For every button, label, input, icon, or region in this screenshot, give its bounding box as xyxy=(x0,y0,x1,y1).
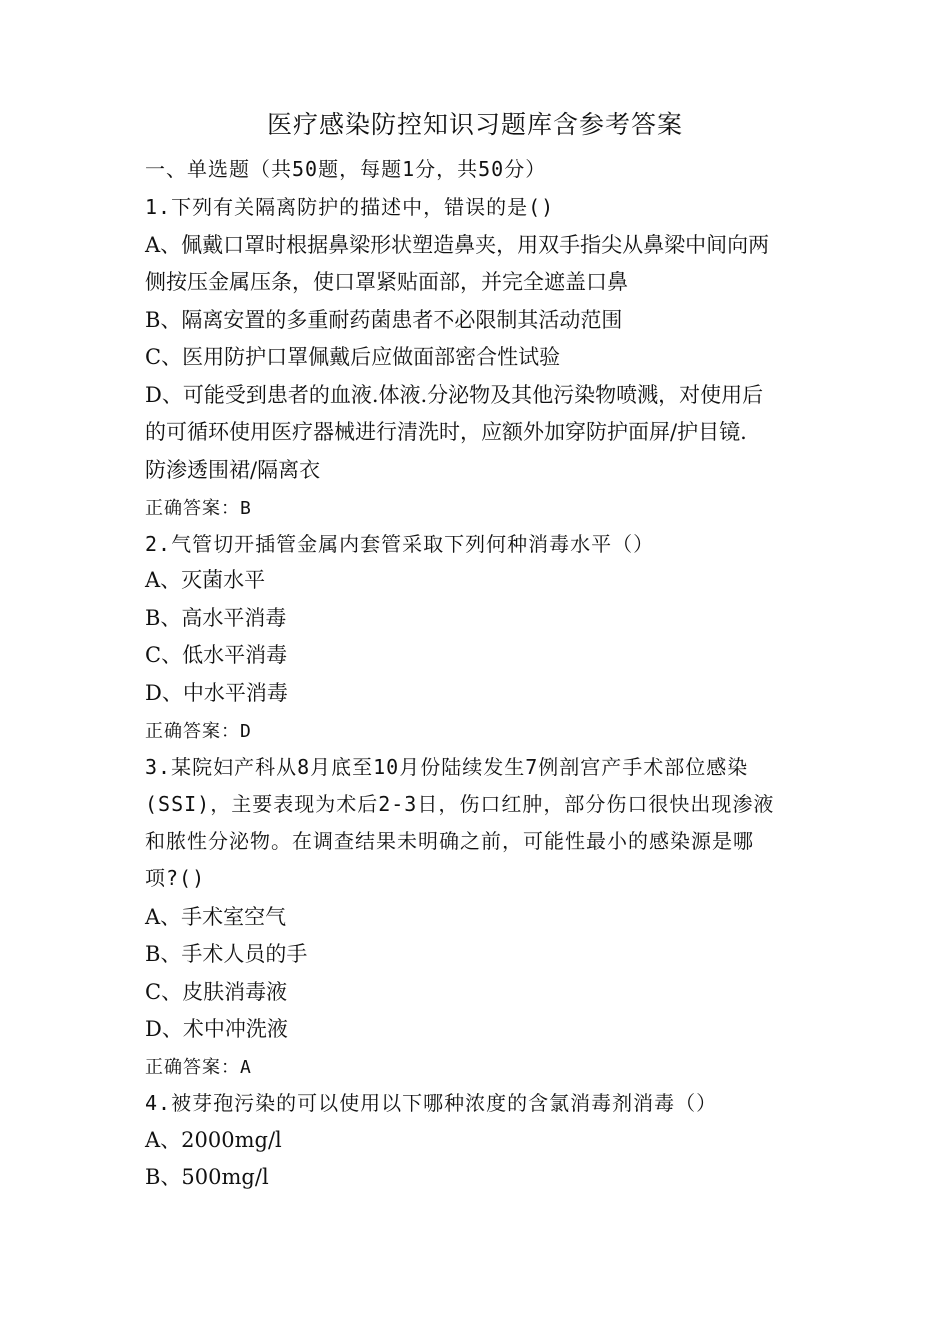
question-3-stem: 3.某院妇产科从8月底至10月份陆续发生7例剖宫产手术部位感染 xyxy=(145,755,749,779)
question-2-answer: 正确答案：D xyxy=(145,721,252,742)
page-title: 医疗感染防控知识习题库含参考答案 xyxy=(266,110,683,139)
question-1-answer: 正确答案：B xyxy=(145,498,252,519)
question-4-option-b: B、500mg/l xyxy=(145,1165,269,1189)
question-4-stem: 4.被芽孢污染的可以使用以下哪种浓度的含氯消毒剂消毒（） xyxy=(145,1091,718,1115)
question-3-stem-cont: (SSI)，主要表现为术后2-3日，伤口红肿，部分伤口很快出现渗液 xyxy=(145,792,775,816)
question-2-option-b: B、高水平消毒 xyxy=(145,606,287,630)
question-2-option-c: C、低水平消毒 xyxy=(145,643,288,667)
question-3-option-b: B、手术人员的手 xyxy=(145,942,308,966)
question-1-option-a-cont: 侧按压金属压条，使口罩紧贴面部，并完全遮盖口鼻 xyxy=(145,270,628,294)
question-3-option-c: C、皮肤消毒液 xyxy=(145,980,288,1004)
question-1-option-d-cont: 防渗透围裙/隔离衣 xyxy=(145,458,321,482)
question-1-option-d-cont: 的可循环使用医疗器械进行清洗时，应额外加穿防护面屏/护目镜. xyxy=(145,420,747,444)
question-3-option-d: D、术中冲洗液 xyxy=(145,1017,288,1041)
question-4-option-a: A、2000mg/l xyxy=(145,1128,282,1152)
question-1-option-d: D、可能受到患者的血液.体液.分泌物及其他污染物喷溅，对使用后 xyxy=(145,383,764,407)
question-3-stem-cont: 项?() xyxy=(145,866,206,890)
question-1-option-b: B、隔离安置的多重耐药菌患者不必限制其活动范围 xyxy=(145,308,623,332)
question-3-answer: 正确答案：A xyxy=(145,1057,252,1078)
question-1-option-c: C、医用防护口罩佩戴后应做面部密合性试验 xyxy=(145,345,561,369)
question-2-stem: 2.气管切开插管金属内套管采取下列何种消毒水平（） xyxy=(145,532,655,556)
question-1-option-a: A、佩戴口罩时根据鼻梁形状塑造鼻夹，用双手指尖从鼻梁中间向两 xyxy=(145,233,770,257)
question-2-option-a: A、灭菌水平 xyxy=(145,568,266,592)
question-3-stem-cont: 和脓性分泌物。在调查结果未明确之前，可能性最小的感染源是哪 xyxy=(145,829,754,853)
question-1-stem: 1.下列有关隔离防护的描述中，错误的是() xyxy=(145,195,555,219)
section-heading: 一、单选题（共50题，每题1分，共50分） xyxy=(145,157,547,181)
question-3-option-a: A、手术室空气 xyxy=(145,905,287,929)
question-2-option-d: D、中水平消毒 xyxy=(145,681,288,705)
